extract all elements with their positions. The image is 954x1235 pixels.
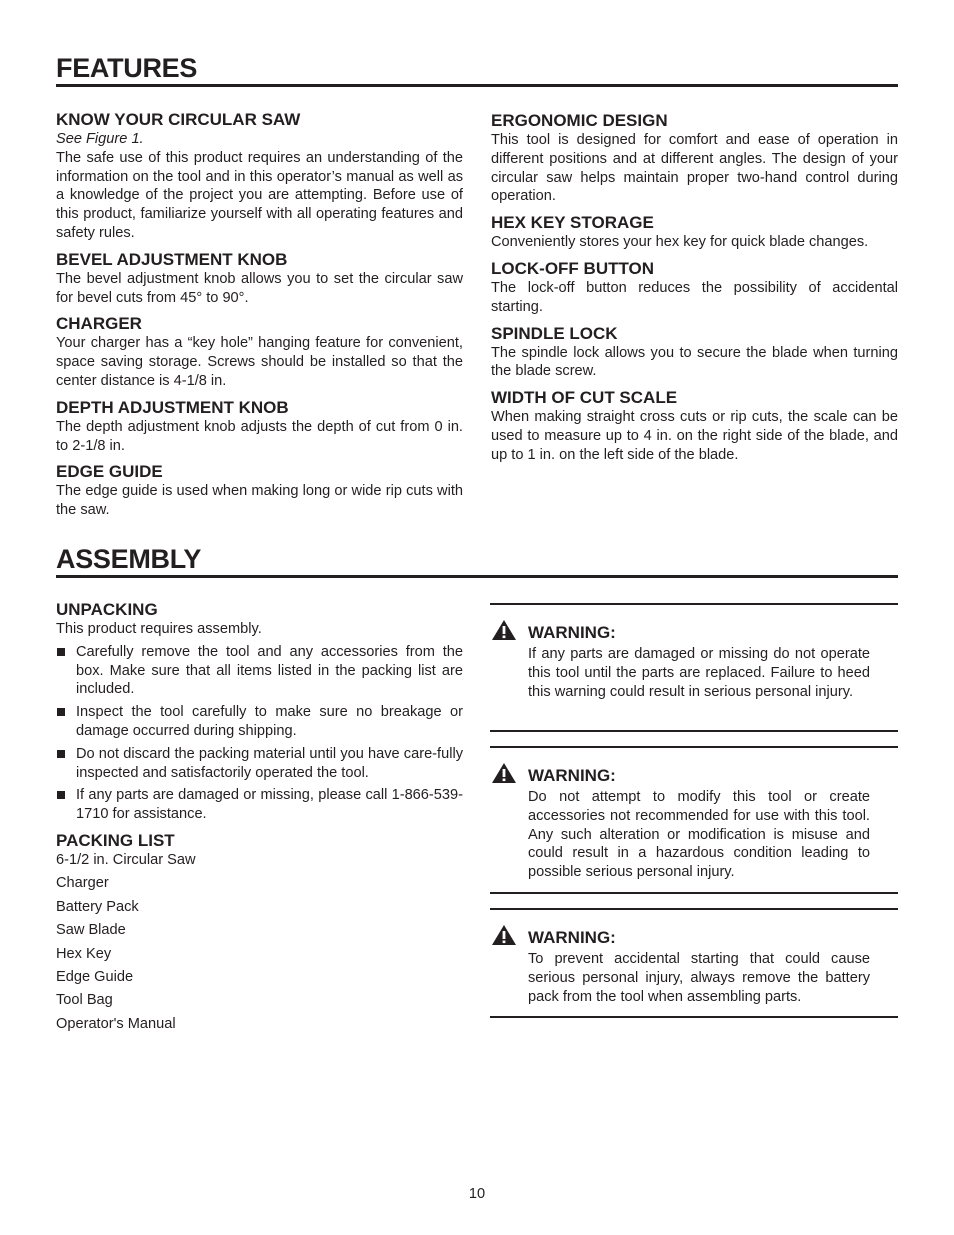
feature-text: The safe use of this product requires an understanding of the information on the tool and in this operator’s manual as well as a knowledge of the project you are attempting. Before use of this product, familiarize yourself with all operating features and safety rules. [56,149,463,241]
packing-list-item: 6-1/2 in. Circular Saw [56,851,196,868]
feature-text: The bevel adjustment knob allows you to set the circular saw for bevel cuts from 45° to 90°. [56,270,463,306]
square-bullet-icon [57,791,65,799]
feature-heading: CHARGER [56,314,142,334]
warning-box-missing-parts [490,603,898,732]
warning-text: To prevent accidental starting that could cause serious personal injury, always remove the battery pack from the tool when assembling parts. [528,951,870,1005]
unpacking-section [56,600,463,824]
unpacking-intro: This product requires assembly. [56,621,262,637]
warning-title: WARNING: [528,766,616,785]
warning-text: Do not attempt to modify this tool or create accessories not recommended for use with this tool. Any such alteration or modification is misuse and could result in a hazardous condition leading to possible serious personal injury. [528,789,870,881]
features-left-column [56,110,463,527]
feature-text: Your charger has a “key hole” hanging feature for convenient, space saving storage. Screws should be installed so that the center distance is 4-1/8 in. [56,335,463,389]
feature-width-of-cut-scale [491,388,898,464]
packing-list-item: Edge Guide [56,968,134,985]
feature-hex-key-storage [491,213,898,252]
packing-list-item: Tool Bag [56,992,113,1009]
warning-box-battery [490,908,898,1018]
list-item [56,703,463,741]
feature-text: This tool is designed for comfort and ease of operation in different positions and at different angles. The design of your circular saw helps maintain proper two-hand control during operation. [491,132,898,205]
list-item [56,745,463,783]
feature-bevel-knob [56,250,463,308]
list-item-text: If any parts are damaged or missing, please call 1-866-539-1710 for assistance. [76,787,463,823]
feature-heading: SPINDLE LOCK [491,323,618,343]
feature-heading: EDGE GUIDE [56,462,163,482]
feature-heading: KNOW YOUR CIRCULAR SAW [56,110,301,129]
square-bullet-icon [57,708,65,716]
list-item-text: Inspect the tool carefully to make sure no breakage or damage occurred during shipping. [76,704,463,739]
packing-list-heading: PACKING LIST [56,830,175,850]
feature-heading: ERGONOMIC DESIGN [491,111,668,130]
feature-text: The spindle lock allows you to secure the blade when turning the blade screw. [491,344,898,380]
features-title: FEATURES [56,53,898,87]
feature-text: The edge guide is used when making long or wide rip cuts with the saw. [56,483,463,519]
warning-text: If any parts are damaged or missing do not operate this tool until the parts are replaced. Failure to heed this warning could result in serious personal injury. [528,646,870,700]
feature-spindle-lock [491,324,898,382]
feature-ergonomic-design [491,111,898,206]
feature-heading: LOCK-OFF BUTTON [491,258,655,278]
packing-list-item: Hex Key [56,945,112,962]
feature-heading: BEVEL ADJUSTMENT KNOB [56,249,288,269]
warning-triangle-icon [491,619,517,641]
feature-text: When making straight cross cuts or rip cuts, the scale can be used to measure up to 4 in. on the right side of the blade, and up to 1 in. on the left side of the blade. [491,409,898,463]
feature-lock-off-button [491,259,898,317]
feature-depth-knob [56,398,463,456]
feature-know-your-saw [56,110,463,243]
feature-heading: DEPTH ADJUSTMENT KNOB [56,397,289,417]
features-right-column [491,111,898,472]
warning-triangle-icon [491,924,517,946]
assembly-title: ASSEMBLY [56,544,898,578]
warning-box-modification [490,746,898,894]
warning-title: WARNING: [528,623,616,642]
figure-reference: See Figure 1. [56,131,144,147]
list-item [56,643,463,699]
packing-list-item: Charger [56,875,109,892]
feature-text: The depth adjustment knob adjusts the depth of cut from 0 in. to 2-1/8 in. [56,418,463,454]
feature-edge-guide [56,462,463,520]
list-item-text: Do not discard the packing material until you have care-fully inspected and satisfactorily operated the tool. [76,745,463,781]
unpacking-steps [56,643,463,824]
page-number: 10 [468,1186,486,1202]
warning-title: WARNING: [528,928,616,947]
packing-list-item: Saw Blade [56,922,126,939]
unpacking-heading: UNPACKING [56,600,158,619]
feature-heading: HEX KEY STORAGE [491,213,654,233]
square-bullet-icon [57,750,65,758]
packing-list-item: Battery Pack [56,898,139,915]
list-item [56,786,463,824]
feature-heading: WIDTH OF CUT SCALE [491,388,678,408]
assembly-left-column [56,600,463,1041]
feature-text: The lock-off button reduces the possibility of accidental starting. [491,279,898,315]
feature-charger [56,314,463,390]
warning-triangle-icon [491,762,517,784]
packing-list-item: Operator's Manual [56,1015,176,1032]
list-item-text: Carefully remove the tool and any accessories from the box. Make sure that all items listed in the packing list are included. [76,643,463,698]
square-bullet-icon [57,648,65,656]
feature-text: Conveniently stores your hex key for quick blade changes. [491,234,869,251]
packing-list-section [56,831,463,1034]
